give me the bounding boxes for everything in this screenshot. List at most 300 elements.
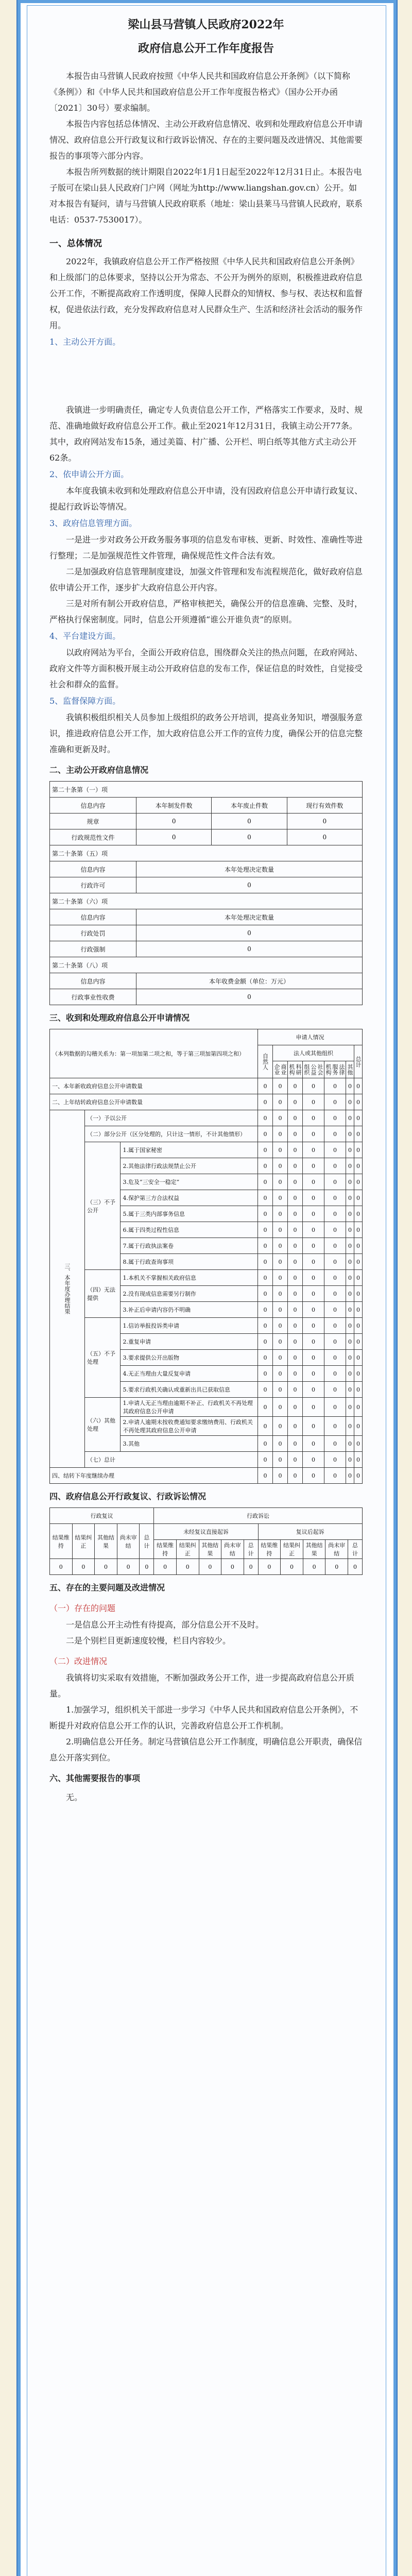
value-cell: 0 [258,1190,272,1206]
section-4-heading: 四、政府信息公开行政复议、行政诉讼情况 [49,1492,207,1501]
s1-sub4-text: 以政府网站为平台，全面公开政府信息，围绕群众关注的热点问题，在政府网站、政府文件等方面积极开展主动公开政府信息的发布工作，保证信息的时效性，自觉接受社会和群众的监督。 [49,648,363,689]
value-cell: 0 [302,1366,324,1382]
lit-col: 结果纠正 [281,1540,303,1559]
value-cell: 0 [324,1078,346,1094]
section-5-heading: 五、存在的主要问题及改进情况 [49,1583,165,1592]
value-cell: 0 [354,1452,362,1468]
t3-cell: 0 [136,941,363,957]
table-review-litigation [49,1507,363,1575]
result-group: （一）予以公开 [85,1110,258,1126]
value-cell: 0 [258,1142,272,1158]
t1-header: 信息内容 [50,798,136,814]
value-cell: 0 [272,1468,287,1484]
value-cell: 0 [272,1174,287,1190]
value-cell: 0 [287,1350,302,1366]
s1-overview: 2022年，我镇政府信息公开工作严格按照《中华人民共和国政府信息公开条例》和上级部门的总体要求，坚持以公开为常态、不公开为例外的原则，积极推进政府信息公开工作，不断提高政府工作透明度，保障人民群众的知情权、参与权、表达权和监督权，促进依法行政，充分发挥政府信息对人民群众生产、生活和经济社会活动的服务作用。 [49,257,363,330]
s5-text-2: 二是个别栏目更新速度较慢，栏目内容较少。 [66,1636,231,1646]
value-cell: 0 [287,1318,302,1334]
result-item: 7.属于行政执法案卷 [121,1238,258,1254]
result-item: 1.申请人无正当理由逾期不补正、行政机关不再处理其政府信息公开申请 [121,1398,258,1417]
value-cell: 0 [302,1270,324,1286]
result-group: （五）不予处理 [85,1318,121,1398]
value-cell: 0 [354,1158,362,1174]
value-cell: 0 [354,1286,362,1302]
value-cell: 0 [324,1436,346,1452]
value-cell: 0 [258,1452,272,1468]
value-cell: 0 [272,1398,287,1417]
result-item: 1.属于国家秘密 [121,1142,258,1158]
t1-cell: 0 [212,829,287,845]
lit-col: 尚未审结 [221,1540,244,1559]
col-header: 社会公益组织 [302,1061,324,1078]
value-cell: 0 [302,1078,324,1094]
value-cell: 0 [302,1222,324,1238]
value-cell: 0 [324,1318,346,1334]
value-cell: 0 [302,1110,324,1126]
value-cell: 0 [302,1126,324,1142]
value-cell: 0 [354,1142,362,1158]
value-cell: 0 [346,1126,354,1142]
s1-sub5-text: 我镇积极组织相关人员参加上级组织的政务公开培训，提高业务知识，增强服务意识，推进政府信息公开工作，加大政府信息公开工作的宣传力度，确保公开的信息完整准确和更新及时。 [49,713,363,754]
t3-cell: 行政处罚 [50,925,136,941]
value-cell: 0 [287,1206,302,1222]
col-header: 商业企业 [272,1061,287,1078]
value-cell: 0 [324,1142,346,1158]
value-cell: 0 [287,1366,302,1382]
result-item: 3.其他 [121,1436,258,1452]
result-group: （七）总计 [85,1452,258,1468]
value-cell: 0 [272,1318,287,1334]
row-label: 二、上年结转政府信息公开申请数量 [50,1094,258,1110]
corner-note: （本列数据的勾稽关系为：第一项加第二项之和，等于第三项加第四项之和） [50,1029,258,1078]
section-6-heading: 六、其他需要报告的事项 [49,1773,141,1783]
value-cell: 0 [258,1078,272,1094]
t2-header: 信息内容 [50,861,136,877]
value-cell: 0 [287,1222,302,1238]
value-cell: 0 [258,1174,272,1190]
value-cell: 0 [258,1468,272,1484]
value-cell: 0 [346,1206,354,1222]
value-cell: 0 [258,1417,272,1436]
value-cell: 0 [258,1110,272,1126]
value-cell: 0 [346,1286,354,1302]
report-content [49,14,363,1805]
lit-col: 总计 [244,1540,258,1559]
s1-sub3-text-2: 二是加强政府信息管理制度建设，加强文件管理和发布流程规范化，做好政府信息依申请公开工作，逐步扩大政府信息公开内容。 [49,567,363,592]
review-col: 其他结果 [95,1524,117,1559]
value-cell: 0 [346,1417,354,1436]
value-cell: 0 [272,1254,287,1270]
section-3-heading: 三、收到和处理政府信息公开申请情况 [49,1013,190,1023]
section-2-heading: 二、主动公开政府信息情况 [49,765,149,775]
t1-cell: 0 [212,814,287,829]
value-cell: 0 [302,1158,324,1174]
value-cell: 0 [302,1417,324,1436]
value-cell: 0 [324,1190,346,1206]
lit-col: 其他结果 [199,1540,221,1559]
value-cell: 0 [272,1078,287,1094]
value-cell: 0 [258,1094,272,1110]
value-cell: 0 [354,1126,362,1142]
value-cell: 0 [287,1174,302,1190]
value-cell: 0 [272,1436,287,1452]
value-cell: 0 [302,1382,324,1398]
value-cell: 0 [302,1334,324,1350]
t1-header: 现行有效件数 [287,798,362,814]
review-value: 0 [50,1559,73,1575]
result-item: 2.重复申请 [121,1334,258,1350]
value-cell: 0 [354,1468,362,1484]
result-item: 1.本机关不掌握相关政府信息 [121,1270,258,1286]
value-cell: 0 [287,1254,302,1270]
total-header: 总计 [354,1045,362,1078]
t1-cell: 0 [287,829,362,845]
value-cell: 0 [302,1398,324,1417]
value-cell: 0 [324,1110,346,1126]
value-cell: 0 [287,1417,302,1436]
value-cell: 0 [354,1334,362,1350]
value-cell: 0 [324,1270,346,1286]
value-cell: 0 [287,1452,302,1468]
s1-sub3-heading: 3、政府信息管理方面。 [49,518,138,528]
row-label: 四、结转下年度继续办理 [50,1468,258,1484]
value-cell: 0 [346,1382,354,1398]
value-cell: 0 [272,1206,287,1222]
first-review-header: 未经复议直接起诉 [154,1524,258,1540]
result-item: 8.属于行政查询事项 [121,1254,258,1270]
value-cell: 0 [346,1436,354,1452]
value-cell: 0 [324,1254,346,1270]
t3-row-label: 第二十条第（六）项 [50,893,363,909]
value-cell: 0 [354,1206,362,1222]
result-item: 3.危及“三安全一稳定” [121,1174,258,1190]
value-cell: 0 [272,1142,287,1158]
value-cell: 0 [346,1190,354,1206]
s5-text-3: 我镇将切实采取有效措施，不断加强政务公开工作，进一步提高政府信息公开质量。 [49,1673,355,1699]
lit-col: 结果维持 [258,1540,281,1559]
value-cell: 0 [354,1270,362,1286]
value-cell: 0 [324,1238,346,1254]
review-value: 0 [176,1559,199,1575]
value-cell: 0 [287,1436,302,1452]
table-applications [49,1029,363,1484]
value-cell: 0 [346,1270,354,1286]
s1-sub4-heading: 4、平台建设方面。 [49,631,121,641]
value-cell: 0 [258,1206,272,1222]
value-cell: 0 [324,1452,346,1468]
review-value: 0 [95,1559,117,1575]
t4-cell: 行政事业性收费 [50,989,136,1005]
review-header: 行政复议 [50,1508,154,1524]
col-header: 科研机构 [287,1061,302,1078]
value-cell: 0 [302,1302,324,1318]
value-cell: 0 [354,1398,362,1417]
s1-sub5-heading: 5、监督保障方面。 [49,696,121,706]
intro-paragraph-3: 本报告所列数据的统计期限自2022年1月1日起至2022年12月31日止。本报告电子版可在梁山县人民政府门户网（网址为http://www.liangshan.gov.cn）公开。如对本报告有疑问，请与马营镇人民政府联系（地址：梁山县莱马马营镇人民政府，联系电话：0537-7530017）。 [49,167,363,225]
review-value: 0 [140,1559,154,1575]
value-cell: 0 [346,1452,354,1468]
value-cell: 0 [272,1158,287,1174]
value-cell: 0 [287,1286,302,1302]
t4-header: 信息内容 [50,973,136,989]
result-item: 4.保护第三方合法权益 [121,1190,258,1206]
value-cell: 0 [287,1468,302,1484]
t1-cell: 0 [287,814,362,829]
review-value: 0 [154,1559,177,1575]
value-cell: 0 [287,1382,302,1398]
value-cell: 0 [258,1436,272,1452]
value-cell: 0 [346,1222,354,1238]
t2-row-label: 第二十条第（五）项 [50,845,363,861]
value-cell: 0 [287,1334,302,1350]
t1-header: 本年废止件数 [212,798,287,814]
t1-cell: 行政规范性文件 [50,829,136,845]
value-cell: 0 [354,1366,362,1382]
lit-col: 其他结果 [303,1540,325,1559]
row-label: 一、本年新收政府信息公开申请数量 [50,1078,258,1094]
value-cell: 0 [272,1350,287,1366]
value-cell: 0 [324,1094,346,1110]
value-cell: 0 [258,1158,272,1174]
value-cell: 0 [324,1334,346,1350]
s5-text-4: 1.加强学习，组织机关干部进一步学习《中华人民共和国政府信息公开条例》，不断提升对政府信息公开工作的认识，完善政府信息公开工作机制。 [49,1705,358,1731]
review-value: 0 [348,1559,363,1575]
natural-person-header: 自然人 [258,1045,272,1078]
value-cell: 0 [287,1270,302,1286]
value-cell: 0 [287,1302,302,1318]
legal-group-header: 法人或其他组织 [272,1045,354,1061]
report-subtitle: 政府信息公开工作年度报告 [138,42,274,55]
result-item: 2.其他法律行政法规禁止公开 [121,1158,258,1174]
col-header: 其他 [346,1061,354,1078]
value-cell: 0 [258,1382,272,1398]
review-col: 总计 [140,1524,154,1559]
value-cell: 0 [258,1238,272,1254]
value-cell: 0 [258,1254,272,1270]
lit-col: 尚未审结 [325,1540,348,1559]
s1-sub3-text-3: 三是对所有制公开政府信息，严格审核把关，确保公开的信息准确、完整、及时，严格执行保密制度。同时，信息公开须遵循“谁公开谁负责”的原则。 [49,599,363,624]
value-cell: 0 [287,1142,302,1158]
value-cell: 0 [272,1452,287,1468]
value-cell: 0 [302,1452,324,1468]
result-item: 3.要求提供公开出版物 [121,1350,258,1366]
t4-row-label: 第二十条第（八）项 [50,957,363,973]
t2-cell: 0 [136,877,363,893]
result-item: 2.申请人逾期未按收费通知要求缴纳费用、行政机关不再处理其政府信息公开申请 [121,1417,258,1436]
review-col: 尚未审结 [117,1524,140,1559]
col-header: 法律服务机构 [324,1061,346,1078]
value-cell: 0 [324,1286,346,1302]
value-cell: 0 [346,1110,354,1126]
value-cell: 0 [324,1468,346,1484]
value-cell: 0 [302,1286,324,1302]
value-cell: 0 [302,1190,324,1206]
result-item: 4.无正当理由大量反复申请 [121,1366,258,1382]
intro-paragraph-1: 本报告由马营镇人民政府按照《中华人民共和国政府信息公开条例》（以下简称《条例》）和《中华人民共和国政府信息公开工作年度报告格式》（国办公开办函〔2021〕30号）要求编制。 [49,71,351,113]
value-cell: 0 [287,1078,302,1094]
value-cell: 0 [354,1222,362,1238]
s5-text-5: 2.明确信息公开任务。制定马营镇信息公开工作制度，明确信息公开职责，确保信息公开落实到位。 [49,1737,363,1762]
t3-cell: 行政强制 [50,941,136,957]
value-cell: 0 [302,1238,324,1254]
row-label: 三、本年度办理结果 [50,1110,85,1468]
s1-sub1-heading: 1、主动公开方面。 [49,337,121,347]
value-cell: 0 [346,1094,354,1110]
result-group: （三）不予公开 [85,1142,121,1270]
value-cell: 0 [272,1094,287,1110]
value-cell: 0 [272,1417,287,1436]
value-cell: 0 [258,1334,272,1350]
t3-cell: 0 [136,925,363,941]
value-cell: 0 [272,1270,287,1286]
value-cell: 0 [354,1110,362,1126]
value-cell: 0 [258,1318,272,1334]
review-col: 结果维持 [50,1524,73,1559]
value-cell: 0 [324,1398,346,1417]
result-item: 2.没有现成信息需要另行制作 [121,1286,258,1302]
value-cell: 0 [324,1302,346,1318]
lit-col: 结果纠正 [176,1540,199,1559]
value-cell: 0 [258,1270,272,1286]
value-cell: 0 [324,1158,346,1174]
value-cell: 0 [346,1350,354,1366]
report-title: 梁山县马营镇人民政府2022年 [128,18,284,31]
s5-sub1-heading: （一）存在的问题 [49,1603,116,1613]
value-cell: 0 [302,1436,324,1452]
value-cell: 0 [354,1382,362,1398]
value-cell: 0 [346,1158,354,1174]
value-cell: 0 [324,1382,346,1398]
s1-sub2-heading: 2、依申请公开方面。 [49,469,129,479]
value-cell: 0 [258,1350,272,1366]
value-cell: 0 [272,1334,287,1350]
t3-header: 信息内容 [50,909,136,925]
result-item: 5.要求行政机关确认或重新出具已获取信息 [121,1382,258,1398]
value-cell: 0 [346,1302,354,1318]
value-cell: 0 [272,1110,287,1126]
value-cell: 0 [354,1078,362,1094]
value-cell: 0 [272,1222,287,1238]
value-cell: 0 [302,1350,324,1366]
s6-text: 无。 [66,1792,83,1802]
value-cell: 0 [302,1142,324,1158]
value-cell: 0 [287,1158,302,1174]
value-cell: 0 [272,1126,287,1142]
value-cell: 0 [258,1222,272,1238]
lit-col: 总计 [348,1540,363,1559]
review-value: 0 [221,1559,244,1575]
review-value: 0 [199,1559,221,1575]
review-value: 0 [325,1559,348,1575]
value-cell: 0 [302,1468,324,1484]
t4-cell: 0 [136,989,363,1005]
intro-paragraph-2: 本报告内容包括总体情况、主动公开政府信息情况、收到和处理政府信息公开申请情况、政府信息公开行政复议和行政诉讼情况、存在的主要问题及改进情况、其他需要报告的事项等六部分内容。 [49,119,363,161]
value-cell: 0 [287,1094,302,1110]
applicant-group-header: 申请人情况 [258,1029,362,1045]
result-group: （二）部分公开（区分处理的，只计这一情形，不计其他情形） [85,1126,258,1142]
s1-sub2-text: 本年度我镇未收到和处理政府信息公开申请，没有因政府信息公开申请行政复议、提起行政诉讼等情况。 [49,486,363,512]
value-cell: 0 [346,1142,354,1158]
t1-cell: 规章 [50,814,136,829]
value-cell: 0 [346,1078,354,1094]
value-cell: 0 [346,1254,354,1270]
after-review-header: 复议后起诉 [258,1524,362,1540]
value-cell: 0 [324,1126,346,1142]
value-cell: 0 [354,1094,362,1110]
value-cell: 0 [258,1126,272,1142]
value-cell: 0 [302,1318,324,1334]
review-value: 0 [72,1559,95,1575]
section-1-heading: 一、总体情况 [49,239,102,249]
t4-header: 本年收费金额（单位：万元） [136,973,363,989]
value-cell: 0 [346,1398,354,1417]
value-cell: 0 [258,1398,272,1417]
s5-text-1: 一是信息公开主动性有待提高，部分信息公开不及时。 [66,1620,264,1630]
value-cell: 0 [272,1286,287,1302]
value-cell: 0 [354,1302,362,1318]
t3-header: 本年处理决定数量 [136,909,363,925]
value-cell: 0 [258,1366,272,1382]
value-cell: 0 [302,1094,324,1110]
result-item: 5.属于三类内部事务信息 [121,1206,258,1222]
value-cell: 0 [272,1382,287,1398]
value-cell: 0 [354,1417,362,1436]
review-value: 0 [303,1559,325,1575]
review-value: 0 [117,1559,140,1575]
t1-cell: 0 [136,829,212,845]
value-cell: 0 [272,1190,287,1206]
lit-col: 结果维持 [154,1540,177,1559]
value-cell: 0 [346,1318,354,1334]
result-item: 1.信访举报投诉类申请 [121,1318,258,1334]
value-cell: 0 [272,1238,287,1254]
value-cell: 0 [324,1417,346,1436]
value-cell: 0 [258,1286,272,1302]
s1-sub1-text: 我镇进一步明确责任，确定专人负责信息公开工作，严格落实工作要求，及时、规范、准确地做好政府信息公开工作。截止至2021年12月31日，我镇主动公开77条。其中，政府网站发布15条，通过美篇、村广播、公开栏、明白纸等其他方式主动公开62条。 [49,405,363,463]
value-cell: 0 [354,1350,362,1366]
t1-header: 本年制发件数 [136,798,212,814]
value-cell: 0 [324,1222,346,1238]
value-cell: 0 [354,1238,362,1254]
value-cell: 0 [272,1366,287,1382]
value-cell: 0 [324,1174,346,1190]
value-cell: 0 [287,1238,302,1254]
review-value: 0 [258,1559,281,1575]
value-cell: 0 [302,1254,324,1270]
t1-cell: 0 [136,814,212,829]
result-group: （四）无法提供 [85,1270,121,1318]
value-cell: 0 [302,1174,324,1190]
value-cell: 0 [354,1190,362,1206]
t1-row-label: 第二十条第（一）项 [50,782,363,798]
value-cell: 0 [258,1302,272,1318]
value-cell: 0 [287,1110,302,1126]
review-value: 0 [281,1559,303,1575]
s1-sub3-text-1: 一是进一步对政务公开政务服务事项的信息发布审核、更新、时效性、准确性等进行整理；二是加强规范性文件管理，确保规范性文件合法有效。 [49,535,363,561]
table-proactive-disclosure [49,781,363,1005]
result-item: 3.补正后申请内容仍不明确 [121,1302,258,1318]
review-value: 0 [244,1559,258,1575]
value-cell: 0 [354,1436,362,1452]
value-cell: 0 [346,1334,354,1350]
value-cell: 0 [324,1206,346,1222]
value-cell: 0 [354,1174,362,1190]
s5-sub2-heading: （二）改进情况 [49,1656,108,1666]
value-cell: 0 [287,1126,302,1142]
value-cell: 0 [324,1366,346,1382]
value-cell: 0 [346,1238,354,1254]
value-cell: 0 [346,1174,354,1190]
